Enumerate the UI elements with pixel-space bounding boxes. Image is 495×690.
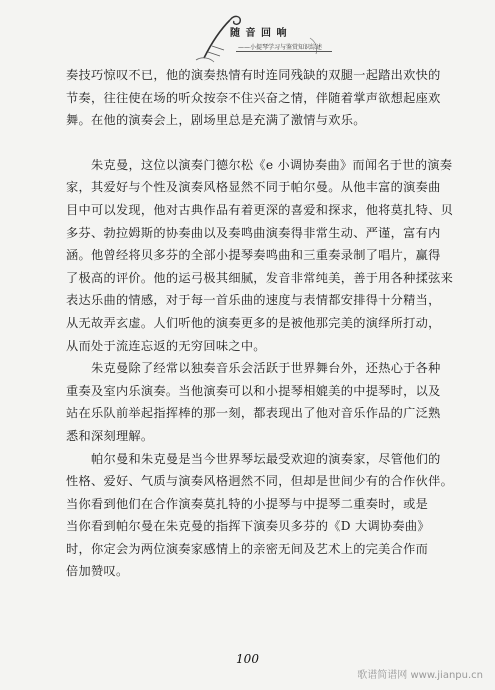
header-subtitle: ——小提琴学习与鉴赏知识综述 [238,44,323,51]
paragraph-3: 朱克曼除了经常以独奏音乐会活跃于世界舞台外，还热心于各种 重奏及室内乐演奏。当他演奏可以和小提琴相媲美的中提琴时，以及 站在乐队前举起指挥棒的那一刻，都表现出了他对音乐作品的广泛熟 悉和深刻理解。 [66,361,441,443]
header-title: 随 音 回 响 [230,28,288,39]
paragraph-4: 帕尔曼和朱克曼是当今世界琴坛最受欢迎的演奏家，尽管他们的 性格、爱好、气质与演奏风格迥然不同，但却是世间少有的合作伙伴。 当你看到他们在合作演奏莫扎特的小提琴与中提琴二重奏时，或是 当你看到帕尔曼在朱克曼的指挥下演奏贝多芬的《D 大调协奏曲》 时，你定会为两位演奏家感情上的亲密无间及艺术上的完美合作而 倍加赞叹。 [66,451,454,579]
paragraph-2: 朱克曼，这位以演奏门德尔松《e 小调协奏曲》而闻名于世的演奏 家，其爱好与个性及演奏风格显然不同于帕尔曼。从他丰富的演奏曲 目中可以发现，他对古典作品有着更深的喜爱和探求，他将莫扎特、贝 多芬、勃拉姆斯的协奏曲以及奏鸣曲演奏得非常生动、严谨，富有内 涵。他曾经将贝多芬的全部小提琴奏鸣曲和三重奏录制了唱片，赢得 了极高的评价。他的运弓极其细腻，发音非常纯美，善于用各种揉弦来 表达乐曲的情感，对于每一首乐曲的速度与表情都安排得十分精当， 从无故弄玄虚。人们听他的演奏更多的是被他那完美的演绎所打动， 从而处于流连忘返的无穷回味之中。 [66,157,454,353]
page-number: 100 [236,652,259,666]
watermark: 歌谱简谱网 www.jianpu.cn [357,670,483,681]
header-divider [236,51,332,52]
body-text [66,64,456,583]
paragraph-1: 奏技巧惊叹不已，他的演奏热情有时连同残缺的双腿一起踏出欢快的 节奏，往往使在场的听众按奈不住兴奋之情，伴随着掌声欲想起座欢 舞。在他的演奏会上，剧场里总是充满了激情与欢乐。 [66,68,441,128]
